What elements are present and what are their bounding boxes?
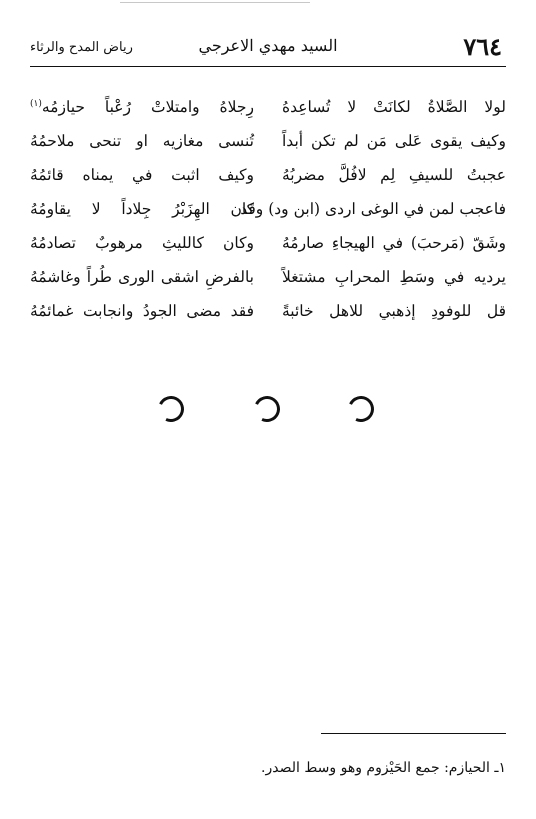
section-break-ornament — [344, 392, 377, 425]
hemistich-left: وكان كالليثِ مرهوبٌ تصادمُهُ — [30, 234, 254, 252]
top-edge-rule — [120, 2, 310, 4]
hemistich-right: قل للوفودِ إذهبي للاهل خائبةً — [282, 302, 506, 320]
hemistich-text: رِجلاهُ وامتلاتْ رُعْباً حيازمُه — [41, 98, 254, 116]
hemistich-right: فاعجب لمن في الوغى اردى (ابن ود) وقد — [240, 200, 506, 218]
footnote-reference: (١) — [30, 98, 42, 109]
verse-5 — [30, 226, 506, 260]
hemistich-left: تُنسى مغازيه او تنحى ملاحمُهُ — [30, 132, 254, 150]
verse-3 — [30, 158, 506, 192]
hemistich-left: وكيف اثبت في يمناه قائمُهُ — [30, 166, 254, 184]
verse-7 — [30, 294, 506, 328]
hemistich-left: فقد مضى الجودُ وانجابت غمائمُهُ — [30, 302, 254, 320]
hemistich-right: عجبتُ للسيفِ لِم لافُلَّ مضربُهُ — [282, 166, 506, 184]
footnote: ١ـ الحيازم: جمع الحَيْزوم وهو وسط الصدر. — [261, 760, 506, 776]
verse-6 — [30, 260, 506, 294]
verse-2 — [30, 124, 506, 158]
running-title: السيد مهدي الاعرجي — [198, 36, 338, 55]
hemistich-right: وكيف يقوى عَلى مَن لم تكن أبداً — [282, 132, 506, 150]
header-rule — [30, 66, 506, 67]
hemistich-left: كان الهِزَبْرُ جِلاداً لا يقاومُهُ — [30, 200, 254, 218]
section-break-ornament — [250, 392, 283, 425]
hemistich-right: يرديه في وسَطِ المحرابِ مشتغلاً — [282, 268, 506, 286]
hemistich-left: بالفرضِ اشقى الورى طُراً وغاشمُهُ — [30, 268, 254, 286]
book-title: رياض المدح والرثاء — [30, 40, 133, 55]
hemistich-right: لولا الصَّلاةُ لكانَتْ لا تُساعِدهُ — [282, 98, 506, 116]
page-header — [30, 32, 506, 62]
page-number: ٧٦٤ — [463, 32, 502, 61]
hemistich-left — [30, 98, 254, 116]
verse-4 — [30, 192, 506, 226]
hemistich-right: وشَقّ (مَرحبَ) في الهيجاءِ صارمُهُ — [282, 234, 506, 252]
poem — [30, 90, 506, 328]
section-break-ornament — [154, 392, 187, 425]
footnote-rule — [321, 733, 506, 734]
verse-1 — [30, 90, 506, 124]
